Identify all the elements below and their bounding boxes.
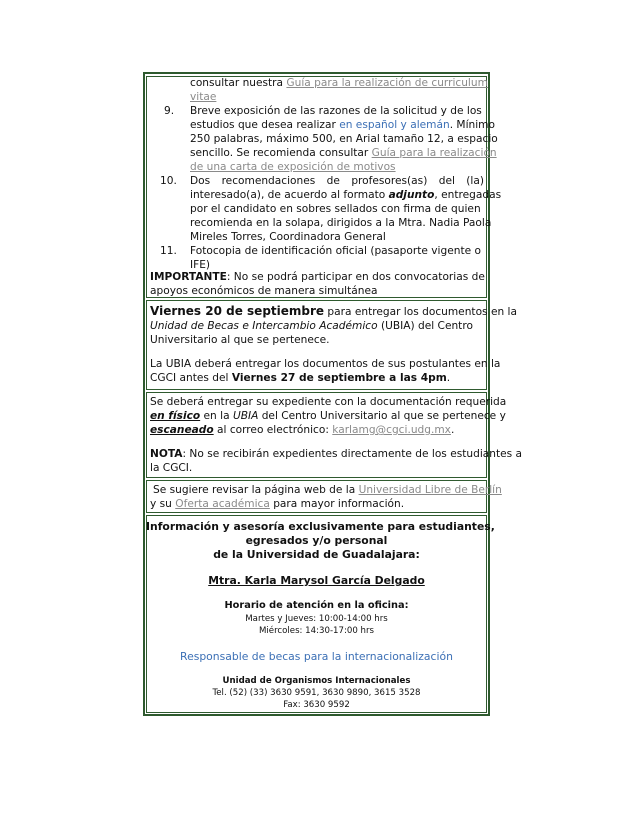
delivery-line: en físico en la UBIA del Centro Universitario al que se pertenece y <box>150 410 506 422</box>
list-item-9-line: estudios que desea realizar en español y alemán. Mínimo <box>190 119 495 131</box>
office-hours: Martes y Jueves: 10:00-14:00 hrs <box>245 614 388 624</box>
nota-line: la CGCI. <box>150 462 193 474</box>
list-item-10-line: recomienda en la solapa, dirigidos a la Mtra. Nadia Paola <box>190 217 492 229</box>
fax-number: Fax: 3630 9592 <box>283 700 350 710</box>
deadline-line: Viernes 20 de septiembre para entregar los documentos en la <box>150 304 517 318</box>
deadline-line: La UBIA deberá entregar los documentos de sus postulantes en la <box>150 358 501 370</box>
phone-numbers: Tel. (52) (33) 3630 9591, 3630 9890, 3615 3528 <box>212 688 421 698</box>
unit-name: Unidad de Organismos Internacionales <box>222 676 411 686</box>
list-number-10: 10. <box>160 175 177 187</box>
nota-label: NOTA <box>150 448 183 460</box>
list-item-11-line: Fotocopia de identificación oficial (pasaporte vigente o <box>190 245 481 257</box>
office-hours: Miércoles: 14:30-17:00 hrs <box>258 626 375 636</box>
attached-format-text: adjunto <box>388 189 435 201</box>
email-link[interactable]: karlamg@cgci.udg.mx <box>332 424 451 436</box>
cv-guide-link[interactable]: Guía para la realización de curriculum <box>286 77 488 89</box>
contact-heading: egresados y/o personal <box>245 534 388 547</box>
academic-offer-link[interactable]: Oferta académica <box>175 498 270 510</box>
contact-heading: de la Universidad de Guadalajara: <box>213 548 420 561</box>
delivery-line: Se deberá entregar su expediente con la documentación requerida <box>150 396 507 408</box>
cgci-deadline-date: Viernes 27 de septiembre a las 4pm <box>231 372 447 384</box>
list-item-9-line: sencillo. Se recomienda consultar Guía para la realización <box>190 147 497 159</box>
languages-text: en español y alemán <box>339 119 450 131</box>
deadline-line: Universitario al que se pertenece. <box>150 334 330 346</box>
motivation-letter-guide-link-cont[interactable]: de una carta de exposición de motivos <box>190 161 396 173</box>
list-item-11-line: IFE) <box>190 259 211 271</box>
nota-line: NOTA: No se recibirán expedientes directamente de los estudiantes a <box>150 448 523 460</box>
motivation-letter-guide-link[interactable]: Guía para la realización <box>371 147 497 159</box>
list-item-10-line: Mireles Torres, Coordinadora General <box>190 231 386 243</box>
deadline-date: Viernes 20 de septiembre <box>150 304 325 318</box>
list-item-10-line: por el candidato en sobres sellados con firma de quien <box>190 203 481 215</box>
website-line: Se sugiere revisar la página web de la Universidad Libre de Berlín <box>153 484 502 496</box>
list-item-10-line: interesado(a), de acuerdo al formato adjunto, entregadas <box>190 189 502 201</box>
important-note-line2: apoyos económicos de manera simultánea <box>150 285 378 297</box>
important-note: IMPORTANTE: No se podrá participar en dos convocatorias de <box>150 271 485 283</box>
list-number-11: 11. <box>160 245 177 257</box>
cv-guide-link-cont[interactable]: vitae <box>190 91 217 103</box>
list-number-9: 9. <box>164 105 175 117</box>
contact-name: Mtra. Karla Marysol García Delgado <box>208 574 425 587</box>
delivery-line: escaneado al correo electrónico: karlamg@cgci.udg.mx. <box>150 424 455 436</box>
list-item-8-continued: consultar nuestra Guía para la realización de curriculum <box>190 77 488 89</box>
website-line: y su Oferta académica para mayor información. <box>150 498 405 510</box>
ubia-name: Unidad de Becas e Intercambio Académico <box>150 320 378 332</box>
list-item-10-line: Dos recomendaciones de profesores(as) del (la) <box>190 175 484 187</box>
important-label: IMPORTANTE <box>150 271 227 283</box>
contact-heading: Información y asesoría exclusivamente para estudiantes, <box>146 520 495 533</box>
list-item-9-line: 250 palabras, máximo 500, en Arial tamaño 12, a espacio <box>190 133 498 145</box>
office-hours-title: Horario de atención en la oficina: <box>224 600 409 611</box>
contact-role: Responsable de becas para la internacionalización <box>180 650 453 663</box>
university-link[interactable]: Universidad Libre de Berlín <box>358 484 502 496</box>
list-item-9-line: Breve exposición de las razones de la solicitud y de los <box>190 105 482 117</box>
deadline-line: Unidad de Becas e Intercambio Académico (UBIA) del Centro <box>150 320 473 332</box>
deadline-line: CGCI antes del Viernes 27 de septiembre a las 4pm. <box>150 372 451 384</box>
